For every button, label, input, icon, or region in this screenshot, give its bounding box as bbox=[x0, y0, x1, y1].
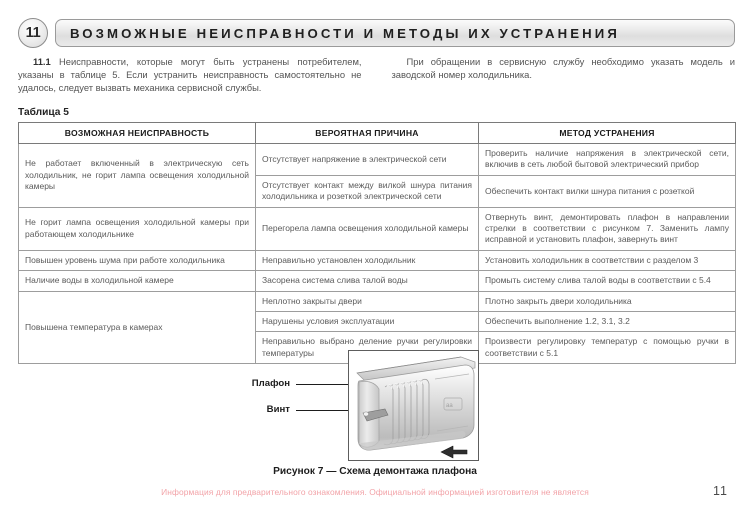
table-caption: Таблица 5 bbox=[18, 107, 69, 118]
cell-fault: Повышен уровень шума при работе холодильника bbox=[19, 250, 256, 270]
cell-cause: Отсутствует напряжение в электрической сети bbox=[256, 144, 479, 176]
section-title-bar bbox=[55, 19, 735, 47]
cell-cause: Засорена система слива талой воды bbox=[256, 271, 479, 291]
fault-table bbox=[18, 122, 736, 364]
cell-cause: Неплотно закрыты двери bbox=[256, 291, 479, 311]
table-body bbox=[19, 144, 736, 364]
cell-remedy: Промыть систему слива талой воды в соответствии с 5.4 bbox=[479, 271, 736, 291]
figure-image-box bbox=[348, 350, 479, 461]
cell-fault: Наличие воды в холодильной камере bbox=[19, 271, 256, 291]
page-title: ВОЗМОЖНЫЕ НЕИСПРАВНОСТИ И МЕТОДЫ ИХ УСТРАНЕНИЯ bbox=[70, 25, 620, 41]
footer-disclaimer: Информация для предварительного ознакомления. Официальной информацией изготовителя не является bbox=[161, 487, 589, 497]
cell-cause: Отсутствует контакт между вилкой шнура питания холодильника и розеткой электрической сети bbox=[256, 175, 479, 207]
section-header bbox=[0, 18, 750, 48]
cell-cause: Неправильно выбрано деление ручки регулировки температуры bbox=[256, 332, 479, 364]
intro-column-right bbox=[392, 55, 736, 95]
column-header-fault: ВОЗМОЖНАЯ НЕИСПРАВНОСТЬ bbox=[19, 123, 256, 144]
lamp-cover-illustration bbox=[349, 351, 479, 461]
intro-column-left bbox=[18, 55, 362, 95]
intro-left-text: Неисправности, которые могут быть устранены потребителем, указаны в таблице 5. Если устранить неисправность самостоятельно не удалось, следует вызвать механика сервисной службы. bbox=[18, 56, 362, 94]
paragraph-number: 11.1 bbox=[33, 56, 51, 67]
callout-label-vint: Винт bbox=[266, 404, 290, 415]
table-row bbox=[19, 207, 736, 250]
figure-area bbox=[0, 345, 750, 465]
cell-remedy: Произвести регулировку температур с помощью ручки в соответствии с 5.1 bbox=[479, 332, 736, 364]
table-header-row bbox=[19, 123, 736, 144]
cell-remedy: Обеспечить выполнение 1.2, 3.1, 3.2 bbox=[479, 312, 736, 332]
page-number: 11 bbox=[713, 484, 728, 498]
table-row bbox=[19, 144, 736, 176]
table-row bbox=[19, 291, 736, 311]
intro-columns bbox=[18, 55, 735, 95]
svg-text:aa: aa bbox=[446, 403, 453, 409]
cell-remedy: Обеспечить контакт вилки шнура питания с розеткой bbox=[479, 175, 736, 207]
table-row bbox=[19, 250, 736, 270]
cell-remedy: Плотно закрыть двери холодильника bbox=[479, 291, 736, 311]
cell-remedy: Установить холодильник в соответствии с разделом 3 bbox=[479, 250, 736, 270]
cell-fault: Не работает включенный в электрическую сеть холодильник, не горит лампа освещения холодильной камеры bbox=[19, 144, 256, 208]
column-header-remedy: МЕТОД УСТРАНЕНИЯ bbox=[479, 123, 736, 144]
figure-caption: Рисунок 7 — Схема демонтажа плафона bbox=[273, 466, 477, 477]
cell-cause: Нарушены условия эксплуатации bbox=[256, 312, 479, 332]
column-header-cause: ВЕРОЯТНАЯ ПРИЧИНА bbox=[256, 123, 479, 144]
cell-remedy: Отвернуть винт, демонтировать плафон в направлении стрелки в соответствии с рисунком 7. Заменить лампу исправной и установить плафон, завернуть винт bbox=[479, 207, 736, 250]
cell-cause: Перегорела лампа освещения холодильной камеры bbox=[256, 207, 479, 250]
intro-paragraph-left bbox=[18, 55, 362, 95]
cell-cause: Неправильно установлен холодильник bbox=[256, 250, 479, 270]
cell-fault: Не горит лампа освещения холодильной камеры при работающем холодильнике bbox=[19, 207, 256, 250]
callout-label-plafon: Плафон bbox=[251, 378, 290, 389]
intro-paragraph-right: При обращении в сервисную службу необходимо указать модель и заводской номер холодильника. bbox=[391, 56, 735, 81]
chapter-number-badge: 11 bbox=[18, 18, 48, 48]
cell-fault: Повышена температура в камерах bbox=[19, 291, 256, 364]
cell-remedy: Проверить наличие напряжения в электрической сети, включив в сеть любой бытовой электрический прибор bbox=[479, 144, 736, 176]
table-row bbox=[19, 271, 736, 291]
